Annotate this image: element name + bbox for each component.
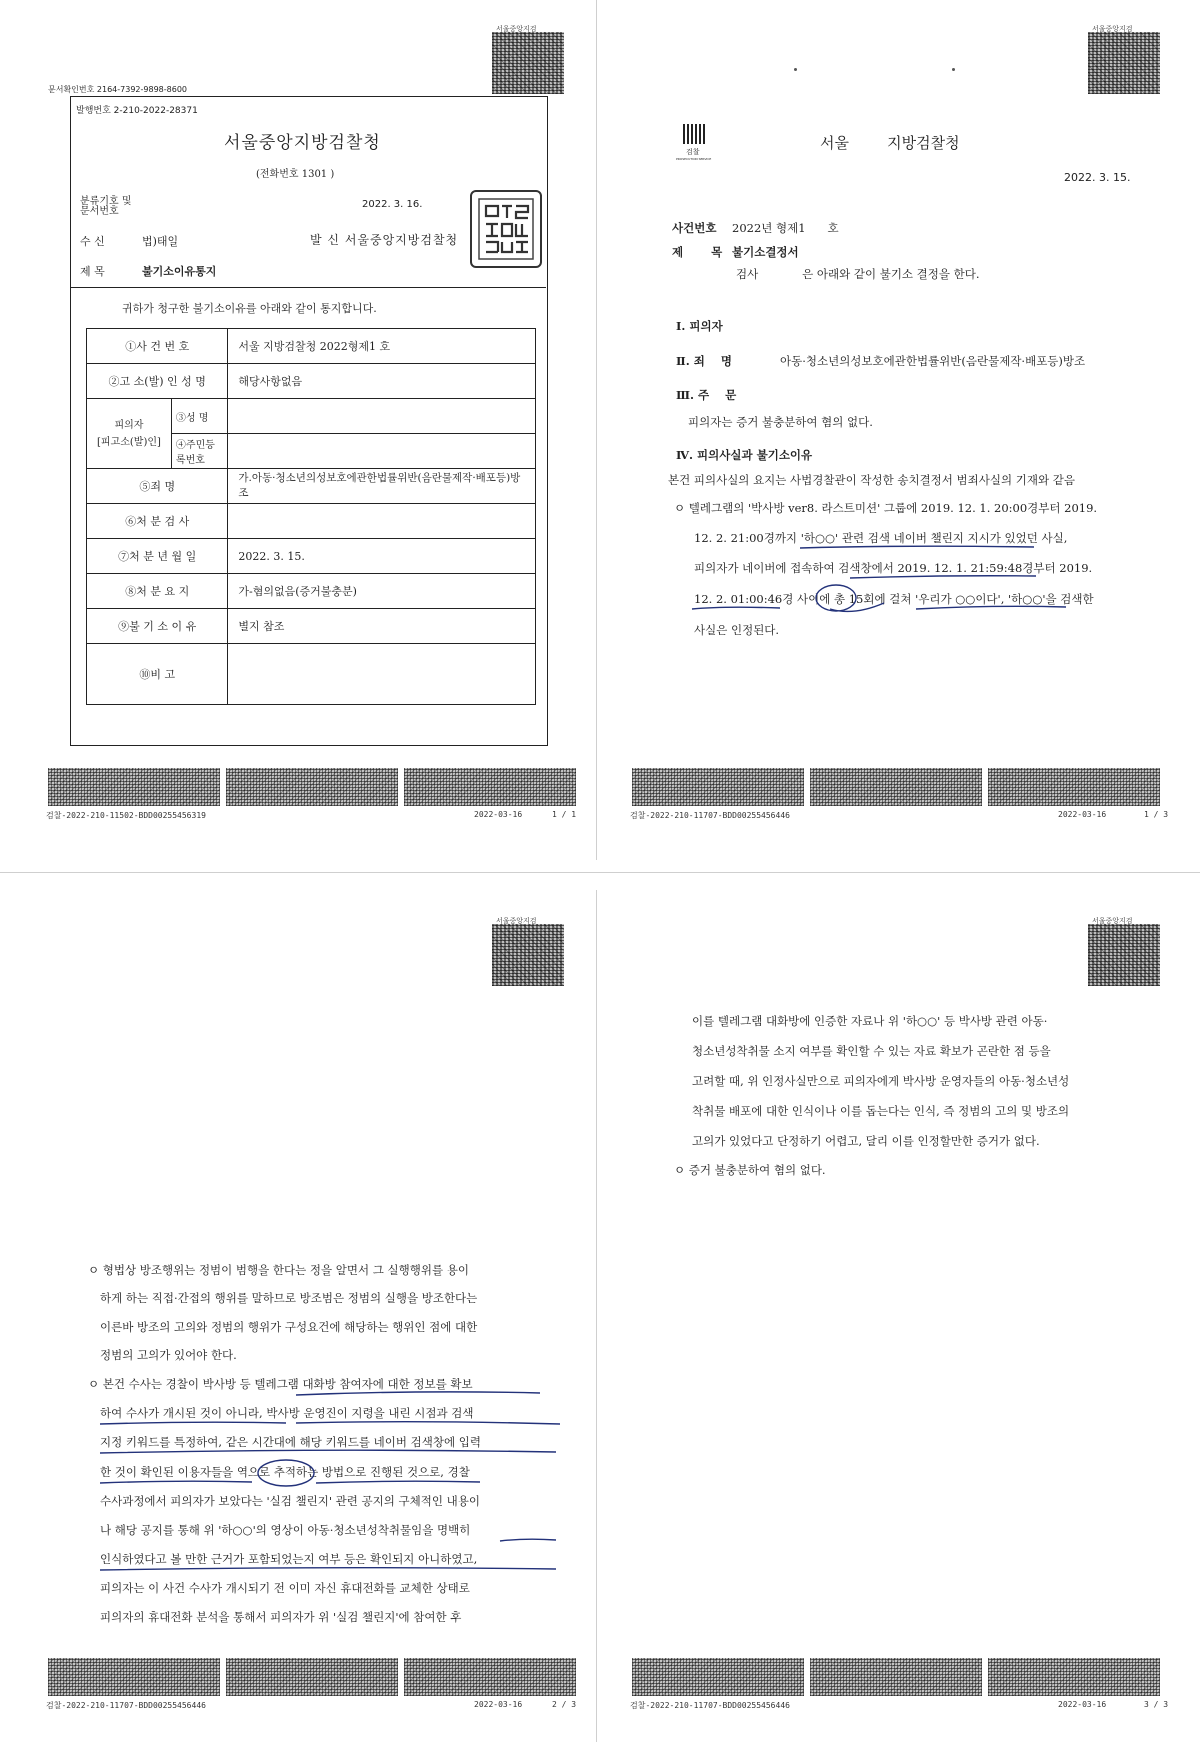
- barcode-strip-icon: [988, 768, 1160, 806]
- table-row: [87, 539, 536, 574]
- page-divider-vertical-bottom: [596, 890, 597, 1742]
- page-divider-horizontal: [0, 872, 1200, 873]
- case-label: 사건번호: [672, 221, 717, 235]
- decision-intro: 검사 은 아래와 같이 불기소 결정을 한다.: [736, 267, 980, 281]
- qr-code-icon: [492, 32, 564, 94]
- row-value: [228, 644, 536, 705]
- row-value: 가.아동·청소년의성보호에관한법률위반(음란물제작·배포등)방 조: [228, 469, 536, 504]
- paragraph-line: 착취물 배포에 대한 인식이나 이를 돕는다는 인식, 즉 정범의 고의 및 방조의: [692, 1104, 1070, 1118]
- row-value: 서울 지방검찰청 2022형제1 호: [228, 329, 536, 364]
- footer-date: 2022-03-16: [474, 810, 523, 819]
- subject: 불기소결정서: [732, 245, 799, 259]
- barcode-strip-icon: [810, 768, 982, 806]
- section-suspect: Ⅰ. 피의자: [676, 319, 723, 333]
- office-title: 서울 지방검찰청: [820, 134, 960, 152]
- row-label: ⑥처 분 검 사: [87, 504, 228, 539]
- footer-page: 2 / 3: [552, 1700, 577, 1709]
- paragraph-line: 본건 피의사실의 요지는 사법경찰관이 작성한 송치결정서 범죄사실의 기재와 같음: [668, 473, 1075, 487]
- paragraph-line: 이를 텔레그램 대화방에 인증한 자료나 위 '하○○' 등 박사방 관련 아동·: [692, 1014, 1048, 1028]
- logo-text: 검찰: [686, 148, 700, 156]
- table-row: [87, 469, 536, 504]
- footer-doc-id: 검찰-2022-210-11707-BDD00255456446: [630, 811, 790, 820]
- qr-label: 서울중앙지검: [1092, 917, 1133, 925]
- row-value: [228, 434, 536, 469]
- page-notice: [0, 0, 590, 860]
- footer-page: 1 / 3: [1144, 810, 1169, 819]
- issue-number: 발행번호 2-210-2022-28371: [76, 106, 198, 116]
- paragraph-line: ㅇ 텔레그램의 '박사방 ver8. 라스트미션' 그룹에 2019. 12. 1. 20:00경부터 2019.: [674, 501, 1098, 515]
- section-order-body: 피의자는 증거 불충분하여 혐의 없다.: [688, 415, 873, 429]
- header-separator: [71, 287, 546, 288]
- table-row: [87, 504, 536, 539]
- sender: 발 신 서울중앙지방검찰청: [310, 233, 459, 247]
- barcode-strip-icon: [988, 1658, 1160, 1696]
- barcode-strip-icon: [404, 1658, 576, 1696]
- paragraph-line: ㅇ 본건 수사는 경찰이 박사방 등 텔레그램 대화방 참여자에 대한 정보를 확보: [88, 1377, 473, 1391]
- barcode-strip-icon: [48, 1658, 220, 1696]
- row-label: ⑦처 분 년 월 일: [87, 539, 228, 574]
- paragraph-line: 하여 수사가 개시된 것이 아니라, 박사방 운영진이 지령을 내린 시점과 검색: [100, 1406, 474, 1420]
- recipient: 법)태일: [142, 235, 179, 248]
- paragraph-line: 12. 2. 01:00:46경 사이에 총 15회에 걸쳐 '우리가 ○○이다', '하○○'을 검색한: [694, 592, 1094, 606]
- qr-label: 서울중앙지검: [496, 25, 537, 33]
- section-order: Ⅲ. 주 문: [676, 388, 737, 402]
- barcode-strip-icon: [48, 768, 220, 806]
- row-value: 별지 참조: [228, 609, 536, 644]
- suspect-group-label: 피의자 [피고소(발)인]: [87, 399, 172, 469]
- page-decision-3: [604, 890, 1200, 1742]
- paragraph-line: 12. 2. 21:00경까지 '하○○' 관련 검색 네이버 챌린지 지시가 있었던 사실,: [694, 531, 1068, 545]
- page-decision-1: [604, 0, 1200, 860]
- paragraph-line: 고려할 때, 위 인정사실만으로 피의자에게 박사방 운영자들의 아동·청소년성: [692, 1074, 1070, 1088]
- office-seal-icon: [470, 190, 542, 268]
- row-label: ②고 소(발) 인 성 명: [87, 364, 228, 399]
- footer-date: 2022-03-16: [1058, 810, 1107, 819]
- table-row: [87, 574, 536, 609]
- page-divider-vertical-top: [596, 0, 597, 860]
- paragraph-line: 수사과정에서 피의자가 보았다는 '실검 챌린지' 관련 공지의 구체적인 내용이: [100, 1494, 480, 1508]
- row-label: ⑨불 기 소 이 유: [87, 609, 228, 644]
- barcode-strip-icon: [226, 768, 398, 806]
- barcode-strip-icon: [632, 1658, 804, 1696]
- notice-intro: 귀하가 청구한 불기소이유를 아래와 같이 통지합니다.: [122, 302, 377, 315]
- section-charge-label: Ⅱ. 죄 명: [676, 354, 732, 368]
- logo-subtext: PROSECUTION SERVICE: [676, 157, 712, 161]
- table-row: [87, 644, 536, 705]
- paragraph-line: 인식하였다고 볼 만한 근거가 포함되었는지 여부 등은 확인되지 아니하였고,: [100, 1552, 478, 1566]
- pen-annotation-icon: [0, 890, 590, 1742]
- footer-doc-id: 검찰-2022-210-11502-BDD00255456319: [46, 811, 206, 820]
- row-value: [228, 399, 536, 434]
- row-value: 해당사항없음: [228, 364, 536, 399]
- phone-number: (전화번호 1301 ): [256, 169, 335, 180]
- page-decision-2: [0, 890, 590, 1742]
- paragraph-line: 나 해당 공지를 통해 위 '하○○'의 영상이 아동·청소년성착취물임을 명백히: [100, 1523, 471, 1537]
- subject-label: 제 목: [80, 265, 105, 278]
- paragraph-line: 고의가 있었다고 단정하기 어렵고, 달리 이를 인정할만한 증거가 없다.: [692, 1134, 1040, 1148]
- paragraph-line: 지정 키워드를 특정하여, 같은 시간대에 해당 키워드를 네이버 검색창에 입력: [100, 1435, 481, 1449]
- qr-code-icon: [1088, 924, 1160, 986]
- paragraph-line: 피의자가 네이버에 접속하여 검색창에서 2019. 12. 1. 21:59:48경부터 2019.: [694, 561, 1093, 575]
- paragraph-line: 한 것이 확인된 이용자들을 역으로 추적하는 방법으로 진행된 것으로, 경찰: [100, 1465, 470, 1479]
- office-title: 서울중앙지방검찰청: [224, 133, 381, 153]
- paragraph-line: 이른바 방조의 고의와 정범의 행위가 구성요건에 해당하는 행위인 점에 대한: [100, 1320, 478, 1334]
- row-label: ③성 명: [171, 399, 228, 434]
- paragraph-line: 피의자는 이 사건 수사가 개시되기 전 이미 자신 휴대전화를 교체한 상태로: [100, 1581, 470, 1595]
- paragraph-line: 피의자의 휴대전화 분석을 통해서 피의자가 위 '실검 챌린지'에 참여한 후: [100, 1610, 462, 1624]
- barcode-strip-icon: [810, 1658, 982, 1696]
- footer-doc-id: 검찰-2022-210-11707-BDD00255456446: [630, 1701, 790, 1710]
- paragraph-line: 정범의 고의가 있어야 한다.: [100, 1348, 237, 1362]
- notice-table: [86, 328, 536, 705]
- barcode-strip-icon: [226, 1658, 398, 1696]
- row-label: ⑤죄 명: [87, 469, 228, 504]
- paragraph-line: 사실은 인정된다.: [694, 623, 780, 637]
- subject: 불기소이유통지: [142, 265, 217, 278]
- doc-confirm-number: 문서확인번호 2164-7392-9898-8600: [48, 85, 188, 94]
- class-label: 분류기호 및 문서번호: [80, 196, 132, 217]
- qr-label: 서울중앙지검: [496, 917, 537, 925]
- seal-glyphs-icon: [476, 196, 536, 262]
- notice-date: 2022. 3. 16.: [362, 199, 423, 210]
- table-row: [87, 364, 536, 399]
- footer-page: 3 / 3: [1144, 1700, 1169, 1709]
- recipient-label: 수 신: [80, 235, 105, 248]
- footer-date: 2022-03-16: [474, 1700, 523, 1709]
- paragraph-line: 청소년성착취물 소지 여부를 확인할 수 있는 자료 확보가 곤란한 점 등을: [692, 1044, 1051, 1058]
- case-number: 2022년 형제1 호: [732, 221, 839, 235]
- paragraph-line: ㅇ 형법상 방조행위는 정범이 범행을 한다는 정을 알면서 그 실행행위를 용이: [88, 1263, 469, 1277]
- table-row: [87, 399, 536, 434]
- pen-annotation-icon: [604, 0, 1200, 860]
- row-value: 가-혐의없음(증거불충분): [228, 574, 536, 609]
- subject-label: 제 목: [672, 245, 723, 259]
- section-facts: Ⅳ. 피의사실과 불기소이유: [676, 448, 813, 462]
- qr-label: 서울중앙지검: [1092, 25, 1133, 33]
- footer-date: 2022-03-16: [1058, 1700, 1107, 1709]
- section-charge-value: 아동·청소년의성보호에관한법률위반(음란물제작·배포등)방조: [780, 354, 1086, 368]
- row-label: ⑧처 분 요 지: [87, 574, 228, 609]
- table-row: [87, 609, 536, 644]
- table-row: [87, 329, 536, 364]
- row-value: 2022. 3. 15.: [228, 539, 536, 574]
- paragraph-line: 하게 하는 직접·간접의 행위를 말하므로 방조범은 정범의 실행을 방조한다는: [100, 1291, 478, 1305]
- decision-date: 2022. 3. 15.: [1064, 171, 1131, 184]
- footer-doc-id: 검찰-2022-210-11707-BDD00255456446: [46, 1701, 206, 1710]
- barcode-strip-icon: [632, 768, 804, 806]
- row-value: [228, 504, 536, 539]
- row-label: ①사 건 번 호: [87, 329, 228, 364]
- row-label: ⑩비 고: [87, 644, 228, 705]
- barcode-strip-icon: [404, 768, 576, 806]
- paragraph-line: ㅇ 증거 불충분하여 혐의 없다.: [674, 1163, 826, 1177]
- footer-page: 1 / 1: [552, 810, 577, 819]
- row-label: ④주민등록번호: [171, 434, 228, 469]
